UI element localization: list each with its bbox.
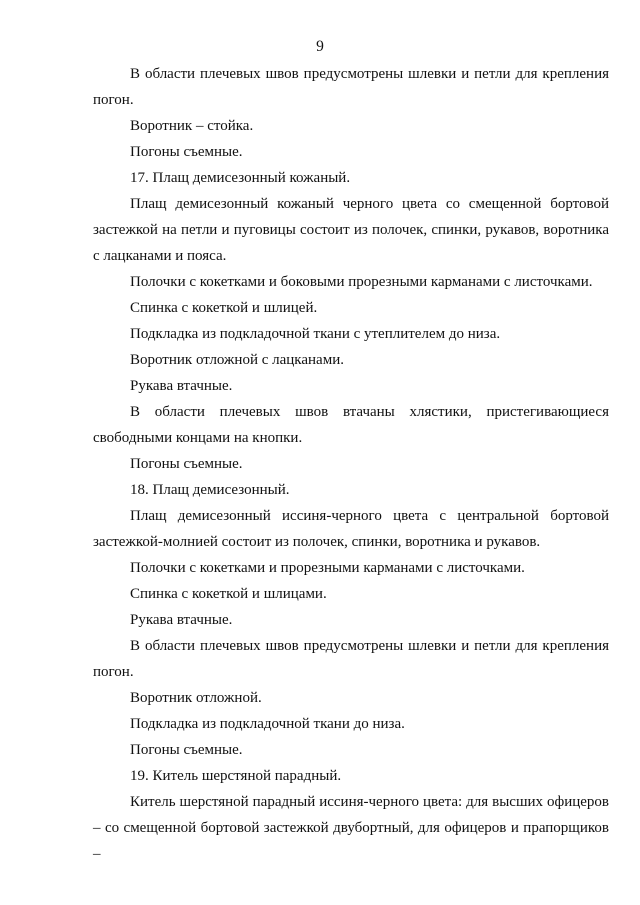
paragraph: Китель шерстяной парадный иссиня-черного цвета: для высших офицеров – со смещенной бортовой застежкой двубортный, для офицеров и прапорщиков – (93, 794, 609, 862)
paragraph: Полочки с кокетками и прорезными карманами с листочками. (130, 560, 525, 576)
paragraph: 18. Плащ демисезонный. (130, 482, 290, 498)
paragraph: 19. Китель шерстяной парадный. (130, 768, 342, 784)
paragraph: Воротник отложной с лацканами. (130, 352, 344, 368)
paragraph: Плащ демисезонный кожаный черного цвета со смещенной бортовой застежкой на петли и пуговицы состоит из полочек, спинки, рукавов, воротника с лацканами и пояса. (93, 196, 609, 264)
paragraph: Погоны съемные. (130, 742, 243, 758)
paragraph: В области плечевых швов втачаны хлястики, пристегивающиеся свободными концами на кнопки. (93, 404, 609, 446)
paragraph: Спинка с кокеткой и шлицами. (130, 586, 327, 602)
paragraph: 17. Плащ демисезонный кожаный. (130, 170, 351, 186)
paragraph: Спинка с кокеткой и шлицей. (130, 300, 318, 316)
paragraph: Подкладка из подкладочной ткани с утеплителем до низа. (130, 326, 501, 342)
paragraph: Рукава втачные. (130, 612, 233, 628)
paragraph: Подкладка из подкладочной ткани до низа. (130, 716, 405, 732)
paragraph: В области плечевых швов предусмотрены шлевки и петли для крепления погон. (93, 66, 609, 108)
paragraph: Воротник отложной. (130, 690, 262, 706)
paragraph: Рукава втачные. (130, 378, 233, 394)
paragraph: Погоны съемные. (130, 144, 243, 160)
paragraph: Воротник – стойка. (130, 118, 254, 134)
paragraph: Погоны съемные. (130, 456, 243, 472)
paragraph: Полочки с кокетками и боковыми прорезными карманами с листочками. (130, 274, 593, 290)
paragraph: Плащ демисезонный иссиня-черного цвета с центральной бортовой застежкой-молнией состоит из полочек, спинки, воротника и рукавов. (93, 508, 609, 550)
page-number: 9 (316, 38, 324, 55)
paragraph: В области плечевых швов предусмотрены шлевки и петли для крепления погон. (93, 638, 609, 680)
document-body (93, 61, 609, 867)
